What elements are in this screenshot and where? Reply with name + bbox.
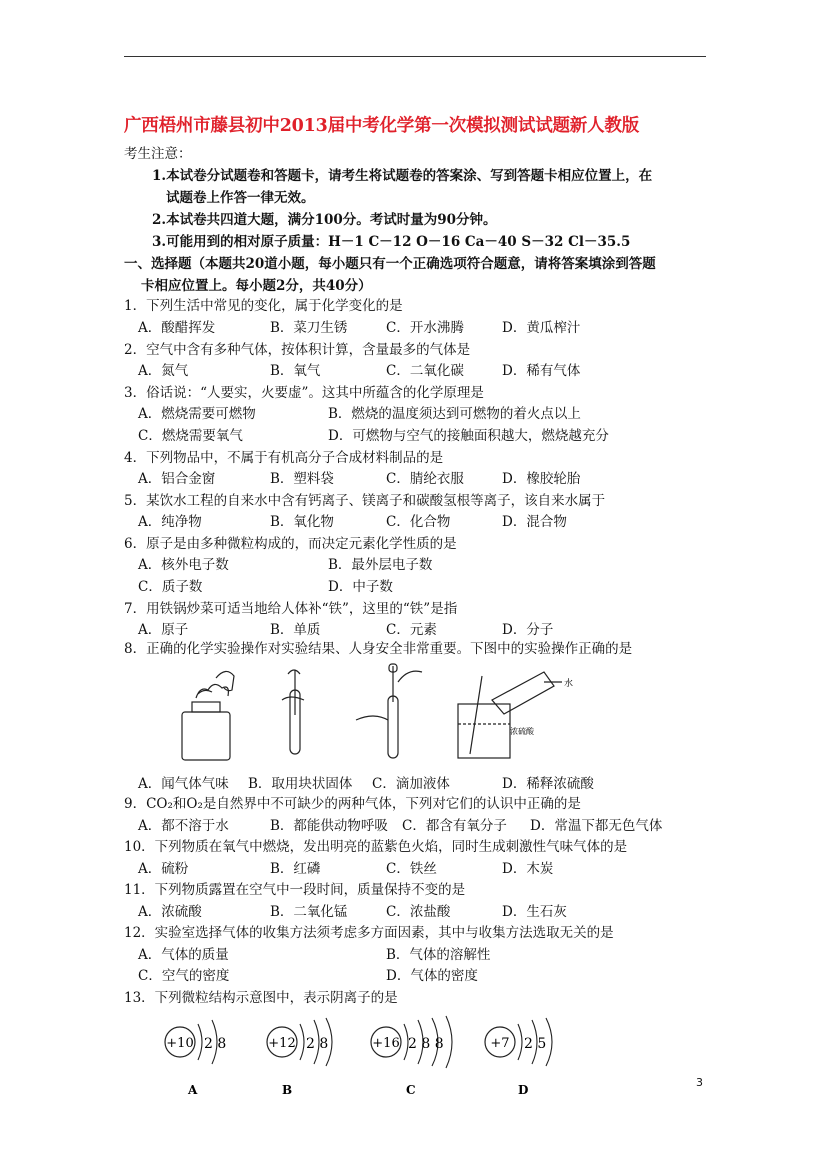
q1-option-c: C．开水沸腾 xyxy=(386,320,464,336)
atom-a-shells: 2 8 xyxy=(204,1036,227,1052)
atom-b-nucleus: +12 xyxy=(268,1036,296,1051)
q6-option-c: C．质子数 xyxy=(138,579,203,595)
q2-option-d: D．稀有气体 xyxy=(502,363,581,379)
q9-option-b: B．都能供动物呼吸 xyxy=(270,818,388,834)
q12-option-d: D．气体的密度 xyxy=(386,968,478,984)
question-11: 11．下列物质露置在空气中一段时间，质量保持不变的是 xyxy=(124,882,466,898)
q8-option-c: C．滴加液体 xyxy=(372,776,450,792)
q9-option-a: A．都不溶于水 xyxy=(138,818,229,834)
q7-option-d: D．分子 xyxy=(502,622,554,638)
q12-option-c: C．空气的密度 xyxy=(138,968,230,984)
q5-option-a: A．纯净物 xyxy=(138,514,202,530)
q2-option-a: A．氮气 xyxy=(138,363,189,379)
question-3: 3．俗话说：“人要实，火要虚”。这其中所蕴含的化学原理是 xyxy=(124,385,484,401)
notice-item-1a: 1.本试卷分试题卷和答题卡，请考生将试题卷的答案涂、写到答题卡相应位置上，在 xyxy=(152,168,653,184)
question-13: 13．下列微粒结构示意图中，表示阴离子的是 xyxy=(124,990,398,1006)
dilute-acid-illustration xyxy=(458,672,562,758)
q2-option-c: C．二氧化碳 xyxy=(386,363,464,379)
atom-a-label: A xyxy=(188,1083,198,1097)
q10-option-d: D．木炭 xyxy=(502,861,554,877)
section1-heading-cont: 卡相应位置上。每小题2分，共40分） xyxy=(141,278,372,294)
smell-gas-illustration xyxy=(182,671,234,760)
document-title: 广西梧州市藤县初中2013届中考化学第一次模拟测试试题新人教版 xyxy=(124,116,640,136)
acid-label: 浓硫酸 xyxy=(510,727,534,736)
q11-option-a: A．浓硫酸 xyxy=(138,904,202,920)
notice-item-2: 2.本试卷共四道大题，满分100分。考试时量为90分钟。 xyxy=(152,212,497,228)
q9-option-d: D．常温下都无色气体 xyxy=(530,818,663,834)
header-rule xyxy=(124,56,706,57)
atom-structure-figure xyxy=(160,1010,580,1102)
q5-option-b: B．氧化物 xyxy=(270,514,334,530)
page-number: 3 xyxy=(696,1076,703,1089)
q8-option-d: D．稀释浓硫酸 xyxy=(502,776,594,792)
atom-d-shells: 2 5 xyxy=(524,1036,547,1052)
solid-tube-illustration xyxy=(282,670,304,754)
q12-option-b: B．气体的溶解性 xyxy=(386,947,491,963)
q5-option-d: D．混合物 xyxy=(502,514,567,530)
question-6: 6．原子是由多种微粒构成的，而决定元素化学性质的是 xyxy=(124,536,457,552)
notice-heading: 考生注意： xyxy=(124,146,192,162)
q1-option-a: A．酸醋挥发 xyxy=(138,320,216,336)
q11-option-b: B．二氧化锰 xyxy=(270,904,348,920)
atom-diagram-b xyxy=(267,1018,332,1097)
question-12: 12．实验室选择气体的收集方法须考虑多方面因素，其中与收集方法选取无关的是 xyxy=(124,925,614,941)
q3-option-d: D．可燃物与空气的接触面积越大，燃烧越充分 xyxy=(328,428,609,444)
atom-a-nucleus: +10 xyxy=(166,1036,194,1051)
q2-option-b: B．氧气 xyxy=(270,363,321,379)
q4-option-b: B．塑料袋 xyxy=(270,471,334,487)
q8-option-a: A．闻气体气味 xyxy=(138,776,229,792)
atom-diagram-a xyxy=(165,1020,226,1097)
atom-diagram-c xyxy=(371,1016,452,1097)
q8-option-b: B．取用块状固体 xyxy=(248,776,353,792)
q10-option-a: A．硫粉 xyxy=(138,861,189,877)
atom-diagram-d xyxy=(485,1018,552,1097)
question-7: 7．用铁锅炒菜可适当地给人体补“铁”，这里的“铁”是指 xyxy=(124,601,458,617)
q3-option-c: C．燃烧需要氧气 xyxy=(138,428,243,444)
q4-option-d: D．橡胶轮胎 xyxy=(502,471,581,487)
lab-operations-figure xyxy=(170,660,580,764)
q12-option-a: A．气体的质量 xyxy=(138,947,229,963)
question-5: 5．某饮水工程的自来水中含有钙离子、镁离子和碳酸氢根等离子，该自来水属于 xyxy=(124,493,606,509)
q11-option-d: D．生石灰 xyxy=(502,904,567,920)
section1-heading: 一、选择题（本题共20道小题，每小题只有一个正确选项符合题意，请将答案填涂到答题 xyxy=(124,256,656,272)
atom-b-label: B xyxy=(282,1083,293,1097)
question-2: 2．空气中含有多种气体，按体积计算，含量最多的气体是 xyxy=(124,342,471,358)
q9-option-c: C．都含有氧分子 xyxy=(402,818,507,834)
q3-option-b: B．燃烧的温度须达到可燃物的着火点以上 xyxy=(328,406,581,422)
notice-item-3: 3.可能用到的相对原子质量：H－1 C－12 O－16 Ca－40 S－32 Cl－35.5 xyxy=(152,234,631,250)
q7-option-c: C．元素 xyxy=(386,622,437,638)
q10-option-b: B．红磷 xyxy=(270,861,321,877)
q7-option-a: A．原子 xyxy=(138,622,189,638)
q10-option-c: C．铁丝 xyxy=(386,861,437,877)
q6-option-a: A．核外电子数 xyxy=(138,557,229,573)
question-4: 4．下列物品中，不属于有机高分子合成材料制品的是 xyxy=(124,450,444,466)
atom-b-shells: 2 8 xyxy=(306,1036,329,1052)
q11-option-c: C．浓盐酸 xyxy=(386,904,451,920)
q5-option-c: C．化合物 xyxy=(386,514,451,530)
atom-d-nucleus: +7 xyxy=(490,1036,510,1051)
atom-c-label: C xyxy=(406,1083,416,1097)
q3-option-a: A．燃烧需要可燃物 xyxy=(138,406,256,422)
q6-option-d: D．中子数 xyxy=(328,579,393,595)
atom-c-nucleus: +16 xyxy=(372,1036,400,1051)
notice-item-1b: 试题卷上作答一律无效。 xyxy=(166,190,315,206)
question-10: 10．下列物质在氧气中燃烧，发出明亮的蓝紫色火焰，同时生成刺激性气味气体的是 xyxy=(124,839,628,855)
q1-option-b: B．菜刀生锈 xyxy=(270,320,348,336)
atom-c-shells: 2 8 8 xyxy=(408,1036,444,1052)
q6-option-b: B．最外层电子数 xyxy=(328,557,433,573)
question-9: 9．CO₂和O₂是自然界中不可缺少的两种气体，下列对它们的认识中正确的是 xyxy=(124,796,581,812)
q4-option-a: A．铝合金窗 xyxy=(138,471,216,487)
q7-option-b: B．单质 xyxy=(270,622,321,638)
dropper-tube-illustration xyxy=(356,664,422,758)
question-8: 8．正确的化学实验操作对实验结果、人身安全非常重要。下图中的实验操作正确的是 xyxy=(124,641,633,657)
q1-option-d: D．黄瓜榨汁 xyxy=(502,320,581,336)
water-label: 水 xyxy=(564,679,574,689)
q4-option-c: C．腈纶衣服 xyxy=(386,471,464,487)
question-1: 1．下列生活中常见的变化，属于化学变化的是 xyxy=(124,298,403,314)
atom-d-label: D xyxy=(518,1083,529,1097)
